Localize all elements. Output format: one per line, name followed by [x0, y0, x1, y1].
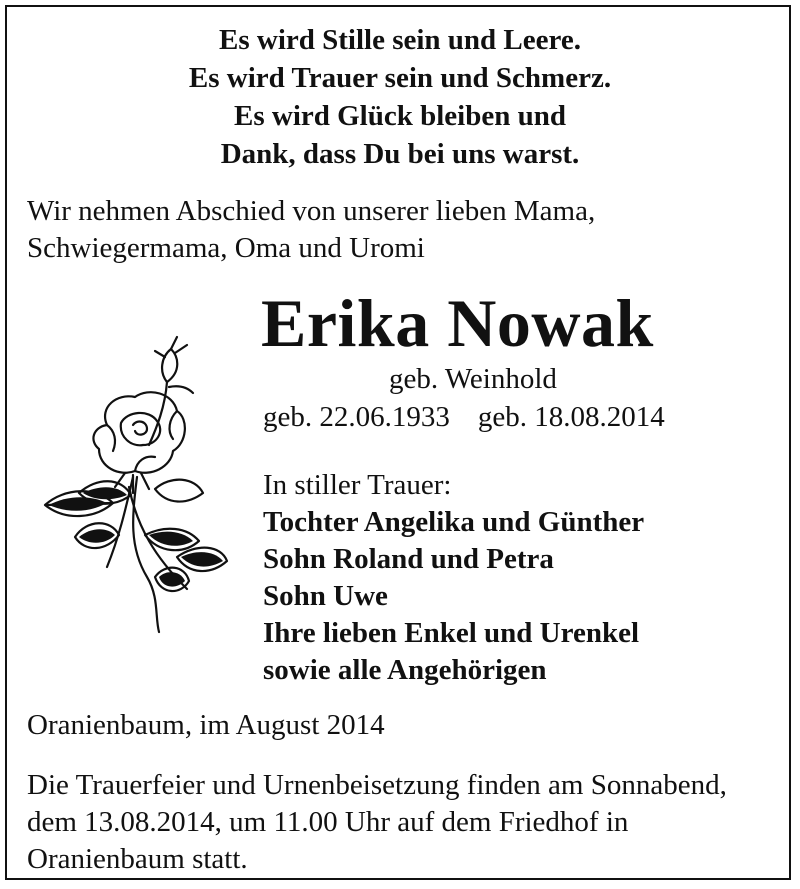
mourner-entry: Tochter Angelika und Günther — [263, 506, 645, 538]
farewell-intro — [27, 193, 595, 267]
mourner-entry: Sohn Roland und Petra — [263, 543, 554, 575]
place-and-date: Oranienbaum, im August 2014 — [27, 709, 385, 741]
mourner-entry: Ihre lieben Enkel und Urenkel — [263, 617, 640, 649]
intro-line: Wir nehmen Abschied von unserer lieben Mama, — [27, 195, 596, 227]
ceremony-line: Die Trauerfeier und Urnenbeisetzung finden am Sonnabend, — [27, 769, 727, 801]
mourner-entry: sowie alle Angehörigen — [263, 654, 547, 686]
mourner-entry: Sohn Uwe — [263, 580, 388, 612]
intro-line: Schwiegermama, Oma und Uromi — [27, 232, 425, 264]
ceremony-notice — [27, 767, 727, 878]
poem-line: Dank, dass Du bei uns warst. — [220, 138, 580, 170]
death-date: geb. 18.08.2014 — [477, 401, 665, 433]
mourners-list — [263, 504, 644, 689]
memorial-poem — [7, 21, 793, 173]
ceremony-line: Oranienbaum statt. — [27, 843, 248, 875]
ceremony-line: dem 13.08.2014, um 11.00 Uhr auf dem Friedhof in — [27, 806, 629, 838]
poem-line: Es wird Stille sein und Leere. — [219, 24, 581, 56]
poem-line: Es wird Glück bleiben und — [234, 100, 566, 132]
rose-icon — [37, 327, 232, 637]
deceased-name: Erika Nowak — [261, 285, 654, 361]
mourners-label: In stiller Trauer: — [263, 469, 452, 501]
obituary-frame — [5, 5, 791, 880]
birth-date: geb. 22.06.1933 — [263, 401, 450, 433]
poem-line: Es wird Trauer sein und Schmerz. — [188, 62, 612, 94]
life-dates — [263, 399, 665, 435]
maiden-name: geb. Weinhold — [389, 363, 557, 395]
